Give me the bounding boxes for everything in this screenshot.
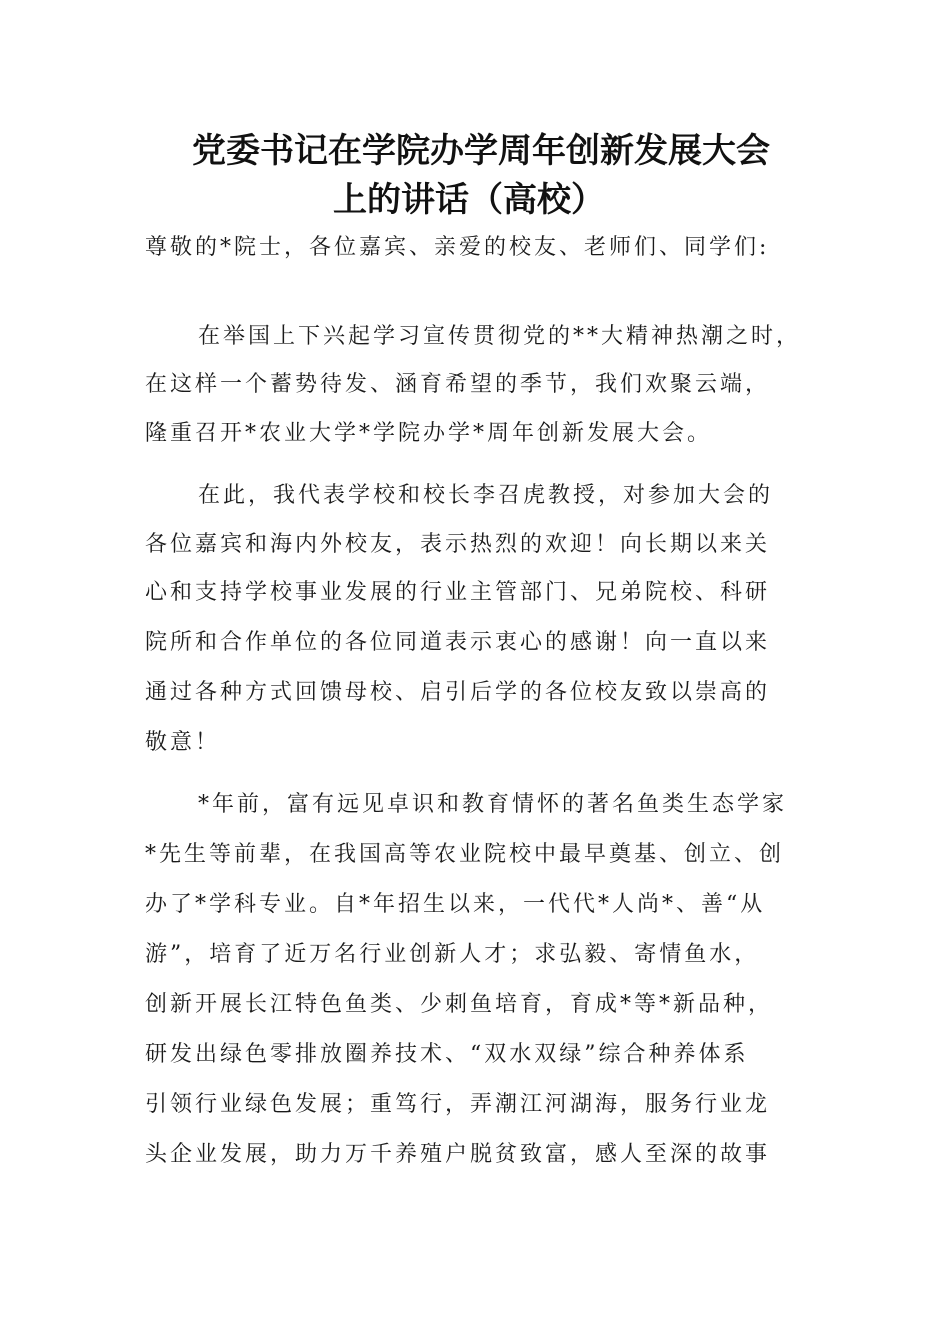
paragraph-3-line: 创新开展长江特色鱼类、少刺鱼培育，育成*等*新品种， — [145, 992, 774, 1017]
paragraph-2-line: 敬意！ — [145, 730, 221, 755]
paragraph-3-line: 办了*学科专业。自*年招生以来，一代代*人尚*、善“从 — [145, 892, 766, 917]
paragraph-2-line: 通过各种方式回馈母校、启引后学的各位校友致以崇高的 — [145, 680, 771, 705]
document-title-line-1: 党委书记在学院办学周年创新发展大会 — [192, 131, 770, 171]
paragraph-3-line: 引领行业绿色发展；重笃行，弄潮江河湖海，服务行业龙 — [145, 1092, 771, 1117]
paragraph-2-line: 心和支持学校事业发展的行业主管部门、兄弟院校、科研 — [145, 580, 771, 605]
paragraph-1-line: 在这样一个蓄势待发、涵育希望的季节，我们欢聚云端， — [145, 372, 771, 397]
paragraph-3-line: 头企业发展，助力万千养殖户脱贫致富，感人至深的故事 — [145, 1142, 771, 1167]
salutation: 尊敬的*院士，各位嘉宾、亲爱的校友、老师们、同学们: — [145, 235, 770, 260]
paragraph-3-line: *先生等前辈，在我国高等农业院校中最早奠基、创立、创 — [145, 842, 785, 867]
paragraph-3-line: *年前，富有远见卓识和教育情怀的著名鱼类生态学家 — [198, 792, 788, 817]
paragraph-2-line: 在此，我代表学校和校长李召虎教授，对参加大会的 — [198, 483, 774, 508]
paragraph-3-line: 游”，培育了近万名行业创新人才；求弘毅、寄情鱼水， — [145, 942, 760, 967]
document-title-line-2: 上的讲话（高校） — [333, 180, 605, 220]
paragraph-1-line: 在举国上下兴起学习宣传贯彻党的**大精神热潮之时， — [198, 324, 802, 349]
paragraph-1-line: 隆重召开*农业大学*学院办学*周年创新发展大会。 — [145, 421, 713, 446]
paragraph-2-line: 院所和合作单位的各位同道表示衷心的感谢！向一直以来 — [145, 630, 771, 655]
paragraph-3-line: 研发出绿色零排放圈养技术、“双水双绿”综合种养体系 — [145, 1042, 749, 1067]
paragraph-2-line: 各位嘉宾和海内外校友，表示热烈的欢迎！向长期以来关 — [145, 532, 771, 557]
